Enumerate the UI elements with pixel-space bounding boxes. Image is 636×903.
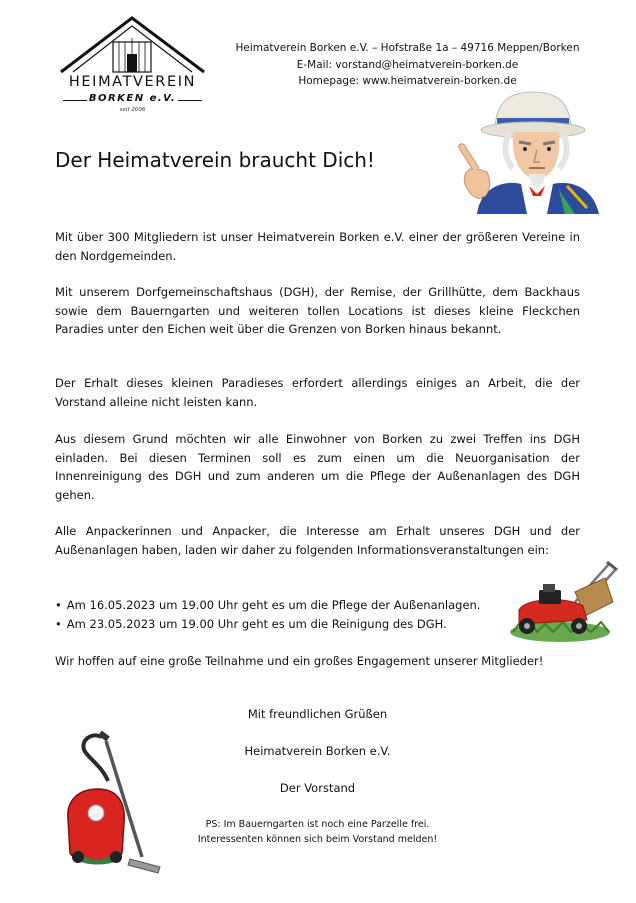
logo-subtitle: BORKEN e.V. [88,93,177,104]
intro-paragraph: Mit über 300 Mitgliedern ist unser Heimatverein Borken e.V. einer der größeren Vereine in den Nordgemeinden. [55,230,580,263]
logo-divider-right [178,100,202,101]
event-item: • Am 16.05.2023 um 19.00 Uhr geht es um die Pflege der Außenanlagen. [55,596,480,615]
call-to-action-paragraph: Alle Anpackerinnen und Anpacker, die Interesse am Erhalt unseres DGH und der Außenanlagen haben, laden wir daher zu folgenden Informationsveranstaltungen ein: [55,524,580,557]
event-list [55,596,480,633]
lawn-mower-icon [505,558,620,650]
logo-since: seit 2006 [119,107,146,113]
greeting: Mit freundlichen Grüßen [247,707,388,721]
contact-block [215,40,600,90]
page-title: Der Heimatverein braucht Dich! [55,148,375,172]
closing-paragraph: Wir hoffen auf eine große Teilnahme und ein großes Engagement unserer Mitglieder! [55,654,544,668]
postscript-line: Interessenten können sich beim Vorstand melden! [197,834,438,845]
contact-address: Heimatverein Borken e.V. – Hofstraße 1a – 49716 Meppen/Borken [235,42,580,54]
contact-email[interactable]: E-Mail: vorstand@heimatverein-borken.de [296,58,519,71]
barn-roof-icon [55,14,210,76]
locations-paragraph: Mit unserem Dorfgemeinschaftshaus (DGH), der Remise, der Grillhütte, dem Backhaus sowie dem Bauerngarten und weiteren tollen Locations ist dieses kleine Fleckchen Paradies unter den Eichen weit über die Grenzen von Borken hinaus bekannt. [55,285,580,336]
maintenance-paragraph: Der Erhalt dieses kleinen Paradieses erfordert allerdings einiges an Arbeit, die der Vorstand alleine nicht leisten kann. [55,376,580,409]
event-item: • Am 23.05.2023 um 19.00 Uhr geht es um die Reinigung des DGH. [55,615,480,634]
signature-board: Der Vorstand [279,781,356,795]
contact-homepage[interactable]: Homepage: www.heimatverein-borken.de [298,75,517,87]
pointing-man-illustration [447,88,605,214]
postscript [150,817,485,847]
signature-organization: Heimatverein Borken e.V. [244,744,391,758]
postscript-line: PS: Im Bauerngarten ist noch eine Parzelle frei. [205,819,430,830]
vacuum-cleaner-icon [62,727,166,879]
logo-title: HEIMATVEREIN [68,74,197,90]
invitation-paragraph: Aus diesem Grund möchten wir alle Einwohner von Borken zu zwei Treffen ins DGH einladen. Bei diesen Terminen soll es zum einen um die Neuorganisation der Innenreinigung des DGH und zum anderen um die Pflege der Außenanlagen des DGH gehen. [55,432,580,502]
logo [55,14,210,118]
